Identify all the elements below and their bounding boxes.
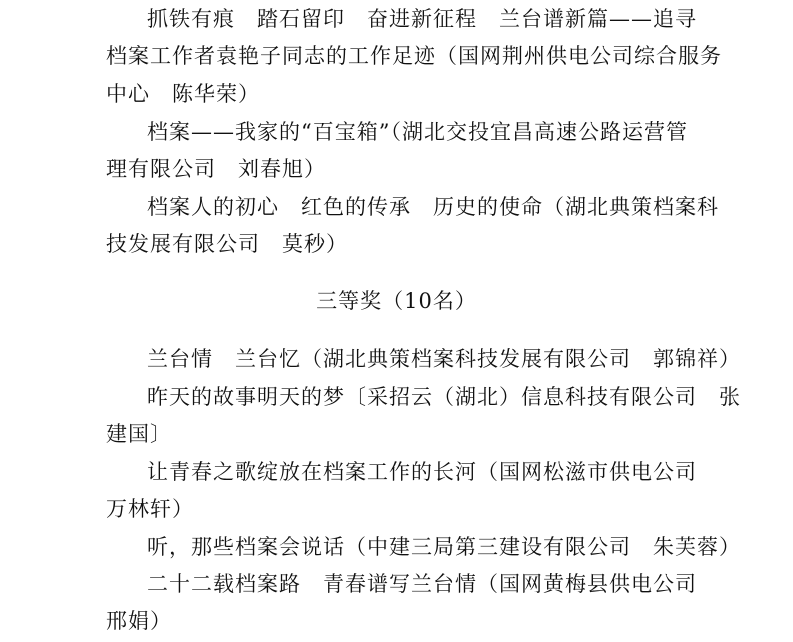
entry-6-line-1: 让青春之歌绽放在档案工作的长河（国网松滋市供电公司 bbox=[147, 460, 697, 484]
entry-7-line-1: 听，那些档案会说话（中建三局第三建设有限公司 朱芙蓉） bbox=[147, 535, 741, 559]
entry-3-line-1: 档案人的初心 红色的传承 历史的使命（湖北典策档案科 bbox=[147, 195, 719, 219]
entry-2-line-2: 理有限公司 刘春旭） bbox=[106, 157, 326, 181]
entry-6-line-2: 万林轩） bbox=[106, 497, 194, 521]
section-heading: 三等奖（10名） bbox=[316, 289, 477, 313]
entry-2-line-1: 档案——我家的“百宝箱”（湖北交投宜昌高速公路运营管 bbox=[147, 120, 688, 144]
entry-4-line-1: 兰台情 兰台忆（湖北典策档案科技发展有限公司 郭锦祥） bbox=[147, 347, 741, 371]
entry-1-line-3: 中心 陈华荣） bbox=[106, 82, 260, 106]
entry-3-line-2: 技发展有限公司 莫秒） bbox=[106, 232, 348, 256]
entry-8-line-2: 邢娟） bbox=[106, 609, 172, 633]
entry-1-line-1: 抓铁有痕 踏石留印 奋进新征程 兰台谱新篇——追寻 bbox=[147, 7, 697, 31]
entry-8-line-1: 二十二载档案路 青春谱写兰台情（国网黄梅县供电公司 bbox=[147, 572, 697, 596]
entry-5-line-2: 建国〕 bbox=[106, 422, 172, 446]
entry-5-line-1: 昨天的故事明天的梦〔采招云（湖北）信息科技有限公司 张 bbox=[147, 385, 741, 409]
entry-1-line-2: 档案工作者袁艳子同志的工作足迹（国网荆州供电公司综合服务 bbox=[106, 44, 722, 68]
